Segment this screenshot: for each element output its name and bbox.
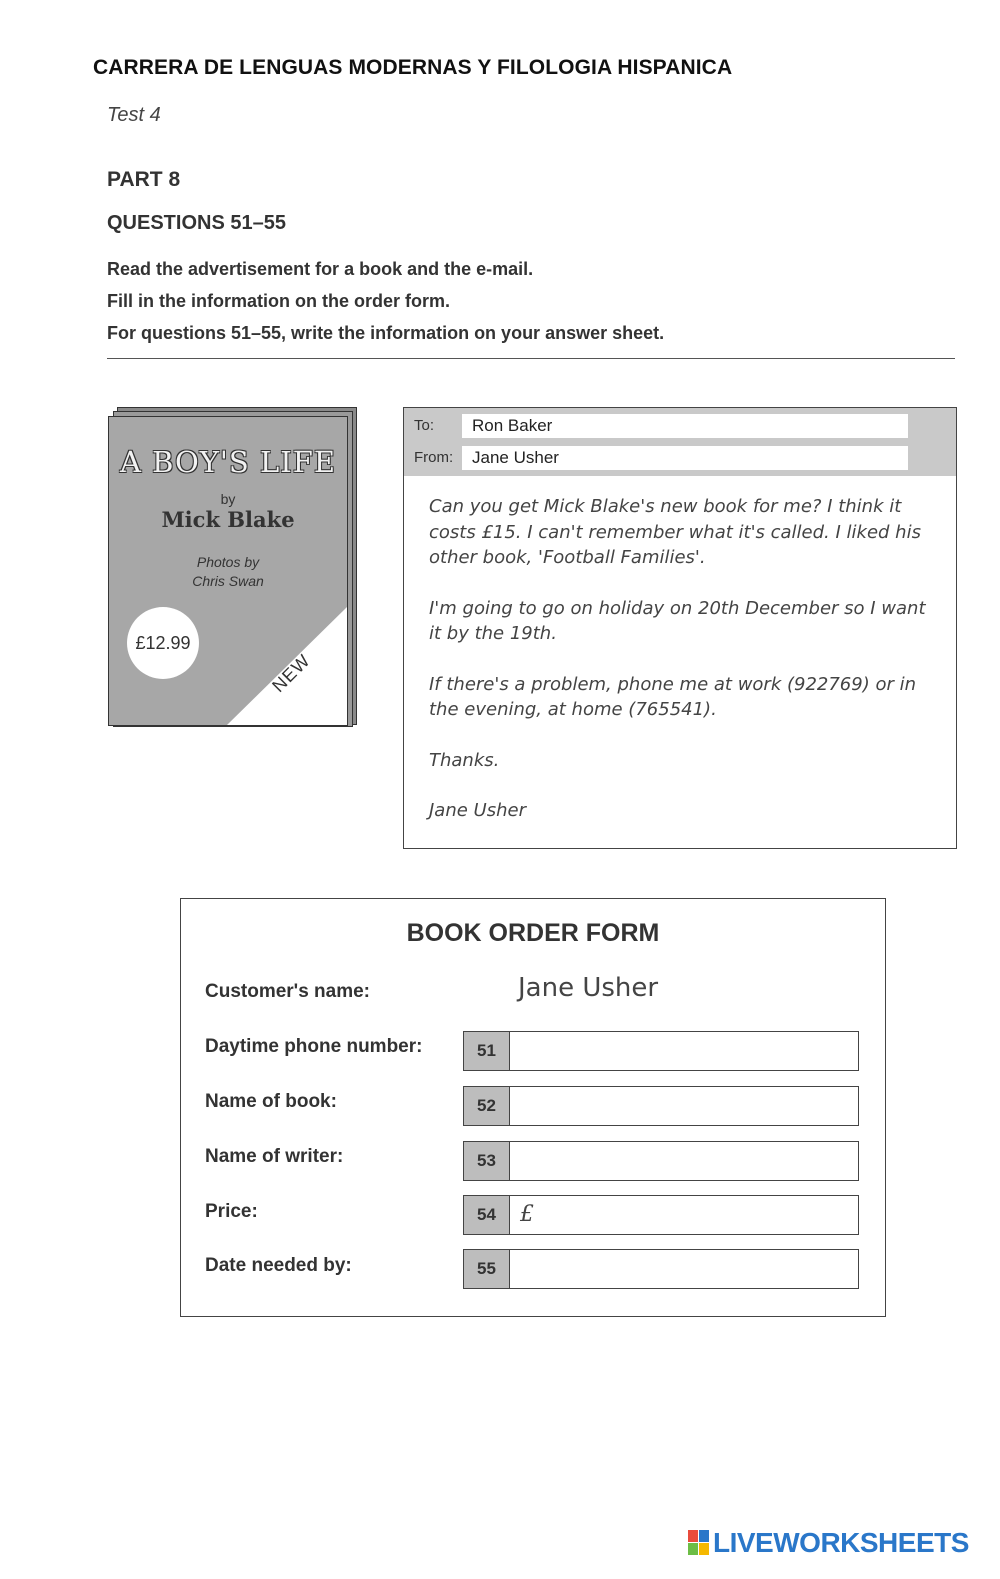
book-advertisement: [108, 416, 348, 726]
divider: [107, 358, 955, 359]
phone-label: Daytime phone number:: [205, 1036, 423, 1057]
answer-field-52: [463, 1086, 859, 1126]
book-title: A BOY'S LIFE: [120, 445, 336, 479]
question-number: 55: [464, 1250, 510, 1288]
price-badge: £12.99: [127, 607, 199, 679]
email-message: [403, 407, 957, 849]
logo-mark-icon: [688, 1530, 710, 1556]
question-number: 51: [464, 1032, 510, 1070]
writer-input[interactable]: [510, 1142, 858, 1180]
new-badge: NEW: [268, 650, 315, 697]
email-signature: Jane Usher: [429, 800, 526, 821]
date-input[interactable]: [510, 1250, 858, 1288]
instruction-2: Fill in the information on the order form.: [107, 291, 450, 311]
email-paragraph: Can you get Mick Blake's new book for me? I think it costs £15. I can't remember what it's called. I liked his other book, 'Football Families'.: [429, 496, 921, 568]
question-number: 54: [464, 1196, 510, 1234]
book-by: by: [220, 491, 236, 507]
email-paragraph: I'm going to go on holiday on 20th December so I want it by the 19th.: [429, 597, 926, 644]
question-number: 53: [464, 1142, 510, 1180]
from-field: Jane Usher: [462, 446, 908, 470]
book-photo-credit: [109, 553, 347, 591]
book-order-form: [180, 898, 886, 1317]
liveworksheets-logo[interactable]: [688, 1528, 969, 1558]
to-label: To:: [414, 417, 435, 434]
email-thanks: Thanks.: [429, 749, 500, 771]
course-heading: CARRERA DE LENGUAS MODERNAS Y FILOLOGIA HISPANICA: [93, 56, 733, 79]
customer-name-value: Jane Usher: [518, 973, 659, 1003]
date-label: Date needed by:: [205, 1255, 352, 1276]
customer-name-label: Customer's name:: [205, 981, 371, 1002]
question-number: 52: [464, 1087, 510, 1125]
photo-credit-line1: Photos by: [196, 554, 260, 570]
instruction-1: Read the advertisement for a book and the e-mail.: [107, 259, 534, 279]
questions-range: QUESTIONS 51–55: [107, 212, 286, 234]
part-title: PART 8: [107, 168, 181, 191]
pound-sign: £: [520, 1202, 534, 1227]
answer-field-55: [463, 1249, 859, 1289]
book-name-input[interactable]: [510, 1087, 858, 1125]
instruction-3: For questions 51–55, write the information on your answer sheet.: [107, 323, 665, 343]
email-header: [404, 408, 956, 476]
answer-field-53: [463, 1141, 859, 1181]
price-input[interactable]: [536, 1196, 858, 1234]
email-paragraph: If there's a problem, phone me at work (922769) or in the evening, at home (765541).: [429, 673, 916, 720]
test-label: Test 4: [107, 104, 161, 126]
answer-field-54: [463, 1195, 859, 1235]
logo-text: LIVEWORKSHEETS: [713, 1527, 969, 1558]
book-name-label: Name of book:: [205, 1091, 337, 1112]
to-field: Ron Baker: [462, 414, 908, 438]
form-title: BOOK ORDER FORM: [406, 919, 660, 947]
book-author: Mick Blake: [161, 507, 295, 532]
phone-input[interactable]: [510, 1032, 858, 1070]
photo-credit-line2: Chris Swan: [192, 573, 264, 589]
price-label: Price:: [205, 1201, 258, 1222]
writer-label: Name of writer:: [205, 1146, 344, 1167]
answer-field-51: [463, 1031, 859, 1071]
from-label: From:: [414, 449, 454, 466]
email-body: [429, 494, 929, 849]
